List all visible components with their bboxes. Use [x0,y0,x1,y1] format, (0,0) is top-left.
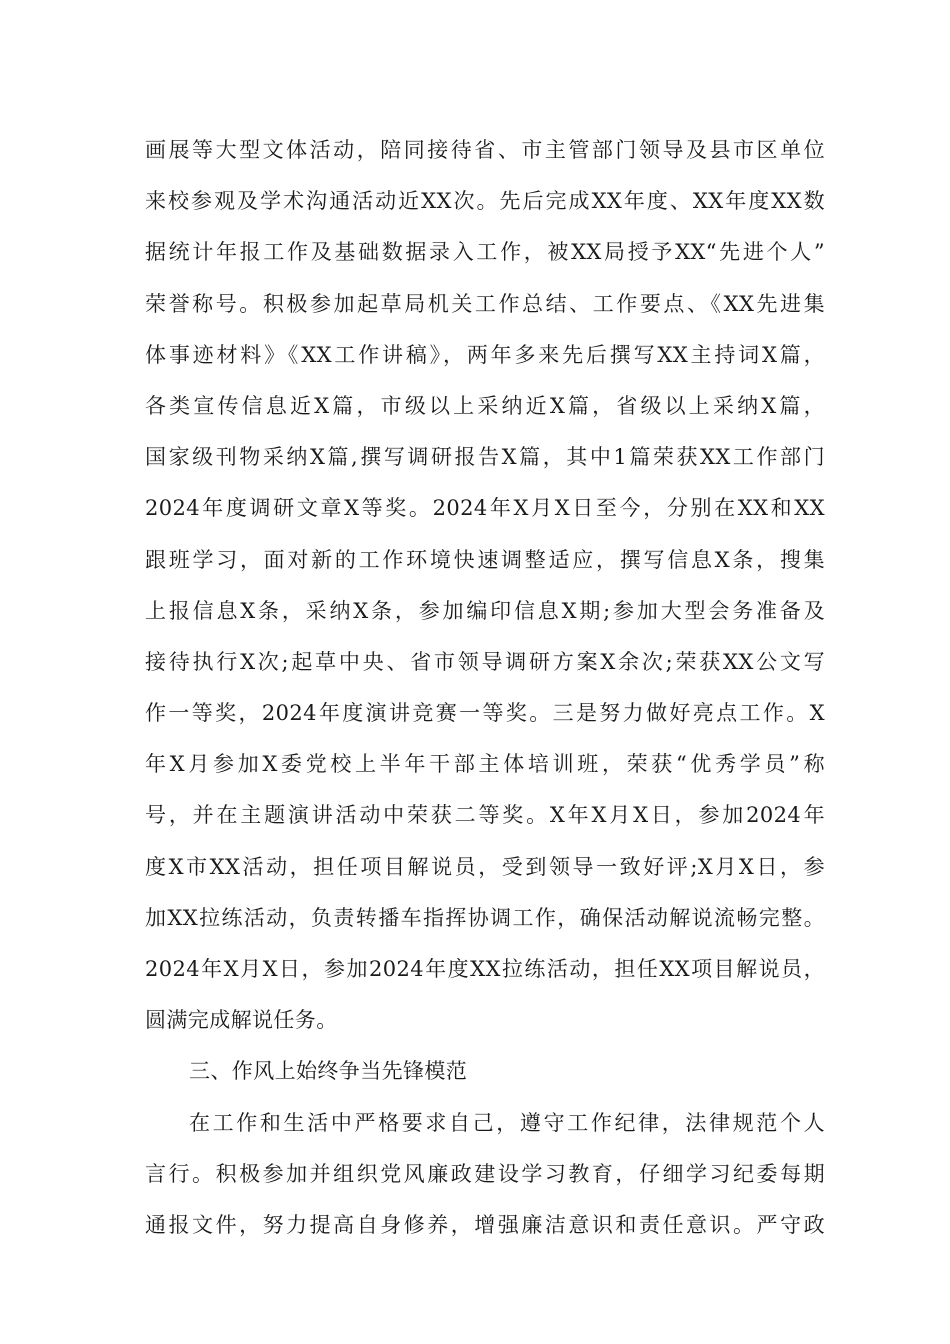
paragraph-line: 体事迹材料》《XX工作讲稿》，两年多来先后撰写XX主持词X篇， [145,342,825,367]
paragraph-line: 国家级刊物采纳X篇,撰写调研报告X篇，其中1篇荣获XX工作部门 [145,445,825,470]
paragraph-line: 各类宣传信息近X篇，市级以上采纳近X篇，省级以上采纳X篇， [145,393,825,418]
paragraph-line: 号，并在主题演讲活动中荣获二等奖。X年X月X日，参加2024年 [145,803,825,828]
section-heading: 三、作风上始终争当先锋模范 [189,1059,468,1084]
paragraph-line: 2024年X月X日，参加2024年度XX拉练活动，担任XX项目解说员， [145,957,825,981]
paragraph-line: 在工作和生活中严格要求自己，遵守工作纪律，法律规范个人 [189,1110,825,1135]
paragraph-line: 接待执行X次;起草中央、省市领导调研方案X余次;荣获XX公文写 [145,649,825,674]
paragraph-line: 圆满完成解说任务。 [145,1008,338,1033]
paragraph-line: 跟班学习，面对新的工作环境快速调整适应，撰写信息X条，搜集 [145,547,825,572]
paragraph-line: 画展等大型文体活动，陪同接待省、市主管部门领导及县市区单位 [145,138,825,162]
paragraph-line: 作一等奖，2024年度演讲竞赛一等奖。三是努力做好亮点工作。X [145,701,825,726]
paragraph-line: 据统计年报工作及基础数据录入工作，被XX局授予XX“先进个人” [145,240,825,265]
paragraph-line: 上报信息X条，采纳X条，参加编印信息X期;参加大型会务准备及 [145,598,825,623]
paragraph-line: 通报文件，努力提高自身修养，增强廉洁意识和责任意识。严守政 [145,1212,825,1237]
paragraph-line: 荣誉称号。积极参加起草局机关工作总结、工作要点、《XX先进集 [145,291,825,316]
paragraph-line: 言行。积极参加并组织党风廉政建设学习教育，仔细学习纪委每期 [145,1161,825,1186]
paragraph-line: 年X月参加X委党校上半年干部主体培训班，荣获“优秀学员”称 [145,752,825,777]
body-text [145,125,825,1251]
paragraph-line: 来校参观及学术沟通活动近XX次。先后完成XX年度、XX年度XX数 [145,189,825,214]
paragraph-line: 2024年度调研文章X等奖。2024年X月X日至今，分别在XX和XX [145,496,825,521]
paragraph-line: 度X市XX活动，担任项目解说员，受到领导一致好评;X月X日，参 [145,854,825,879]
paragraph-line: 加XX拉练活动，负责转播车指挥协调工作，确保活动解说流畅完整。 [145,905,825,930]
